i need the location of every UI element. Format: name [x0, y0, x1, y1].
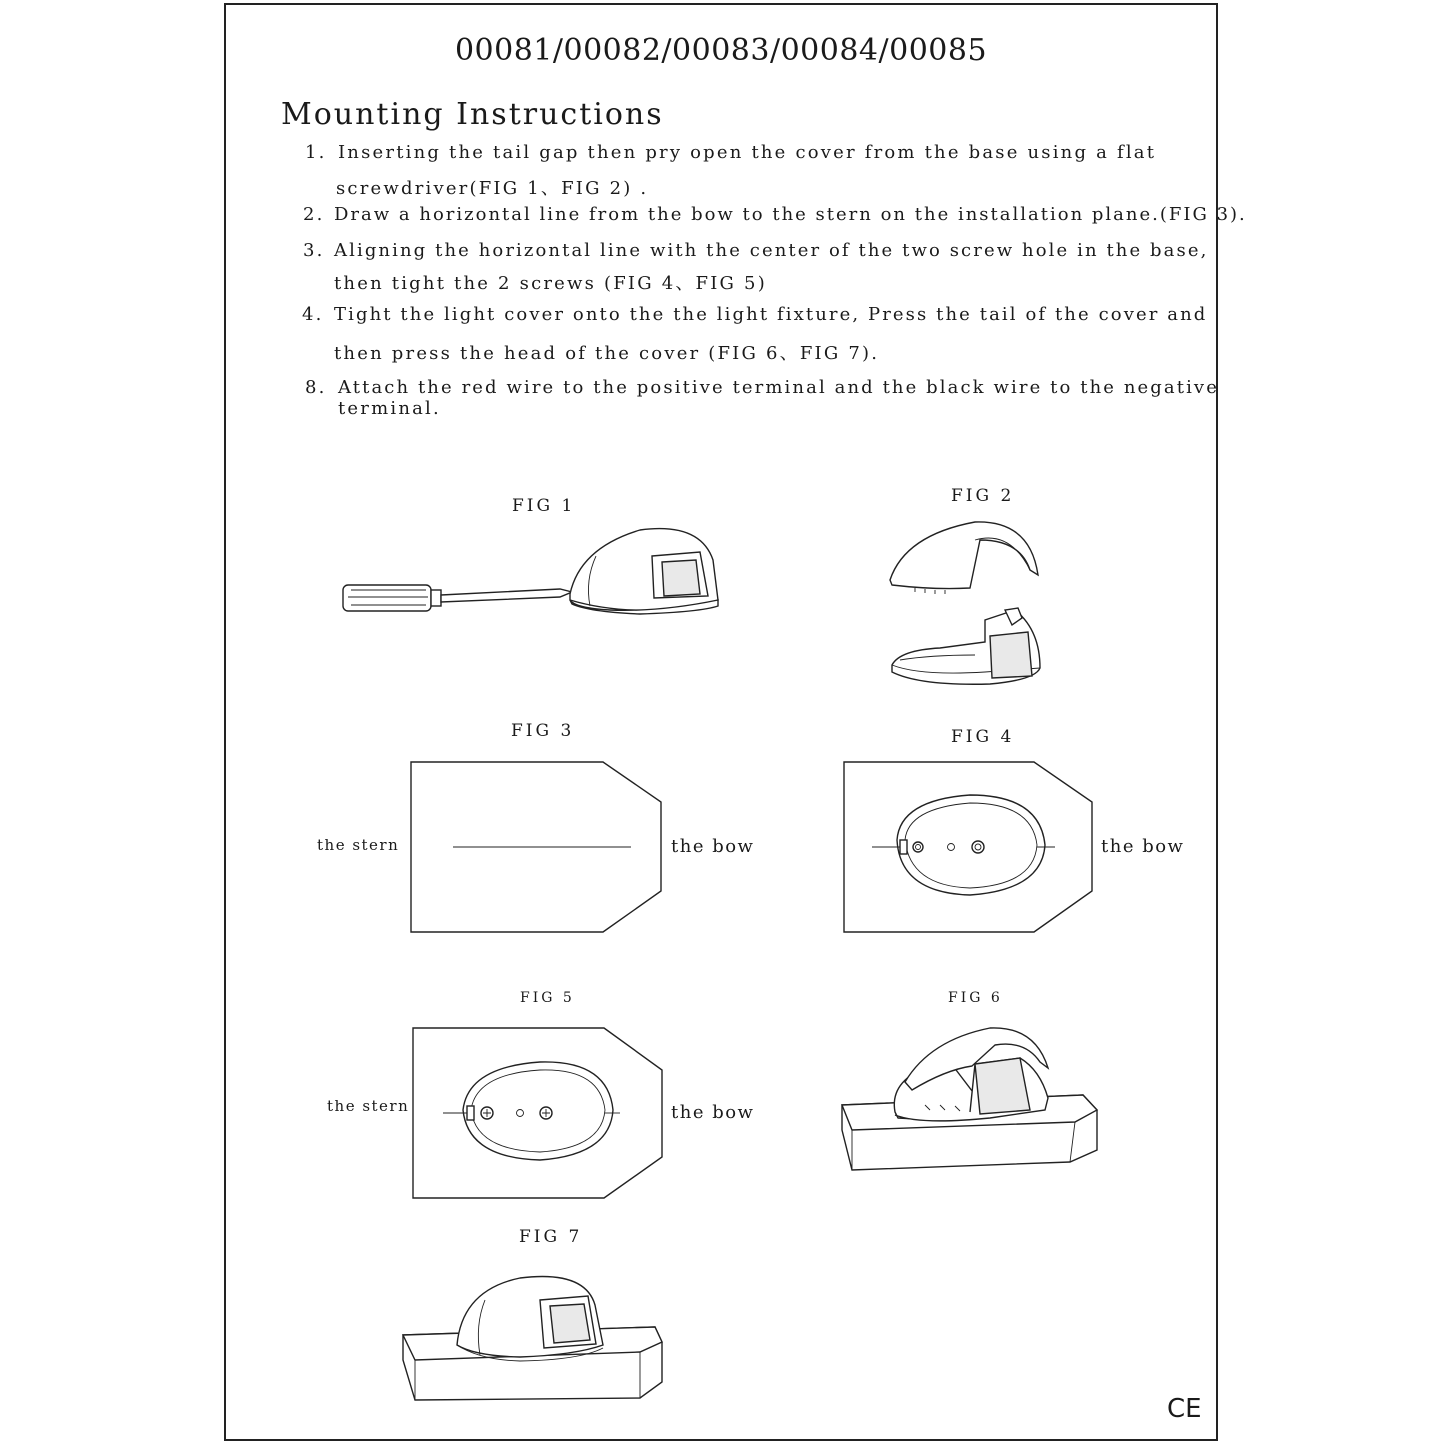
fig-5-label: FIG 5	[520, 990, 575, 1006]
fig-2-drawing	[890, 522, 1040, 684]
fig-3-stern-label: the stern	[317, 836, 400, 854]
fig-1-drawing	[343, 529, 718, 614]
fig-3-label: FIG 3	[511, 721, 575, 741]
step-1-line1: Inserting the tail gap then pry open the cover from the base using a flat	[338, 142, 1157, 163]
step-2-number: 2.	[303, 204, 325, 225]
step-3-line2: then tight the 2 screws (FIG 4、FIG 5)	[334, 273, 767, 294]
step-8-line1: Attach the red wire to the positive terminal and the black wire to the negative	[338, 377, 1219, 398]
step-3-number: 3.	[303, 240, 325, 261]
model-numbers: 00081/00082/00083/00084/00085	[454, 33, 988, 68]
fig-3-bow-label: the bow	[671, 836, 755, 857]
step-1-number: 1.	[305, 142, 327, 163]
fig-7-drawing	[403, 1277, 662, 1400]
fig-4-drawing	[844, 762, 1092, 932]
step-2-line1: Draw a horizontal line from the bow to the stern on the installation plane.(FIG 3).	[334, 204, 1247, 225]
step-1-line2: screwdriver(FIG 1、FIG 2) .	[336, 178, 649, 199]
fig-4-label: FIG 4	[951, 727, 1015, 747]
fig-3-drawing	[411, 762, 661, 932]
fig-1-label: FIG 1	[512, 496, 576, 516]
step-4-line2: then press the head of the cover (FIG 6、FIG 7).	[334, 343, 880, 364]
fig-2-label: FIG 2	[951, 486, 1015, 506]
step-8-line2: terminal.	[338, 398, 441, 419]
ce-mark: CE	[1167, 1394, 1202, 1424]
fig-5-stern-label: the stern	[327, 1097, 410, 1115]
page-title: Mounting Instructions	[281, 97, 664, 132]
fig-7-label: FIG 7	[519, 1227, 583, 1247]
fig-5-bow-label: the bow	[671, 1102, 755, 1123]
fig-5-drawing	[413, 1028, 662, 1198]
fig-6-label: FIG 6	[948, 990, 1003, 1006]
fig-4-bow-label: the bow	[1101, 836, 1185, 857]
step-3-line1: Aligning the horizontal line with the center of the two screw hole in the base,	[334, 240, 1209, 261]
step-4-line1: Tight the light cover onto the the light fixture, Press the tail of the cover and	[334, 304, 1208, 325]
fig-6-drawing	[842, 1028, 1097, 1170]
step-4-number: 4.	[302, 304, 324, 325]
step-8-number: 8.	[305, 377, 327, 398]
